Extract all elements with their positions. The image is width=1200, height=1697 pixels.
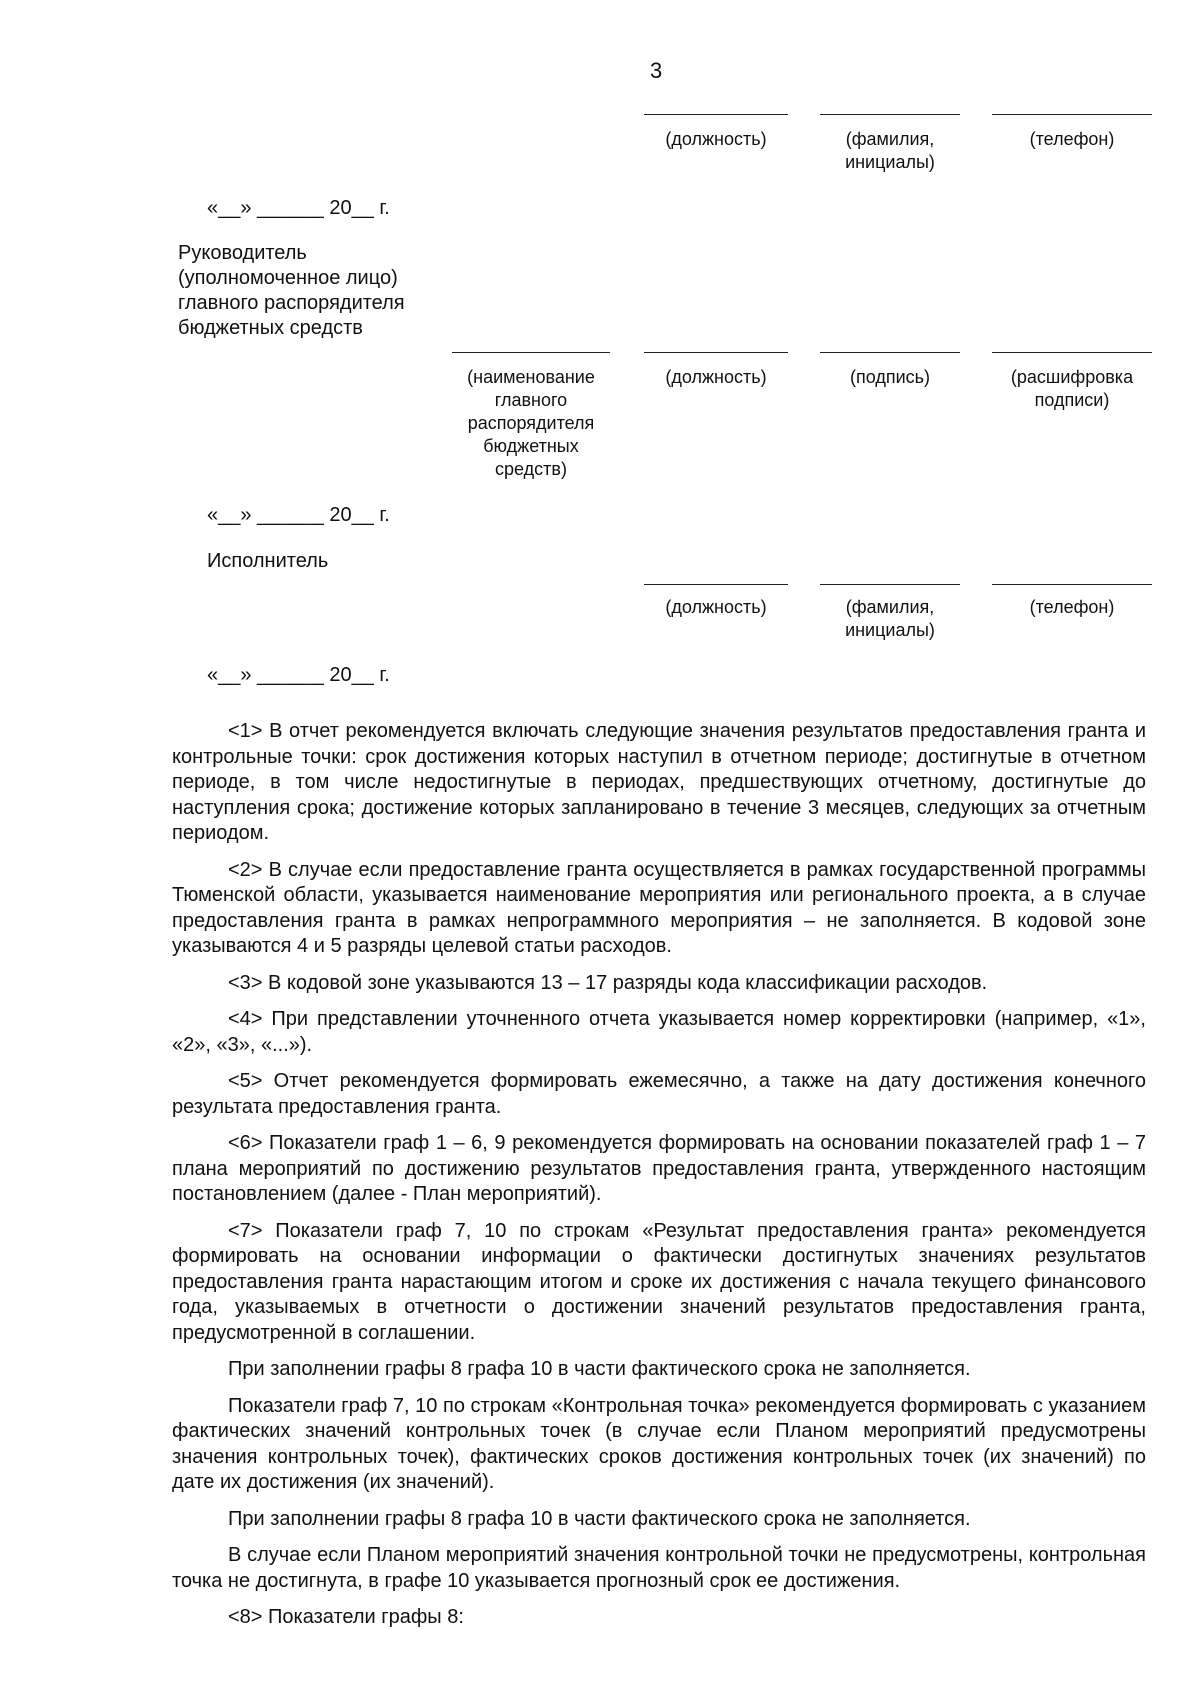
footnote-2: <2> В случае если предоставление гранта осуществляется в рамках государственной программы Тюменской области, указывается наименование мероприятия или регионального проекта, а в случае предоставления гранта в рамках непрограммного мероприятия – не заполняется. В кодовой зоне указываются 4 и 5 разряды целевой статьи расходов. [172,858,1146,957]
signature-line-signature [820,352,960,353]
caption-name-line1: (фамилия, [845,597,935,617]
caption-name-line2: инициалы) [845,620,935,640]
footnote-7-paragraph-4: При заполнении графы 8 графа 10 в части фактического срока не заполняется. [228,1507,971,1530]
caption-position: (должность) [665,597,767,617]
caption-name-line1: (фамилия, [845,129,935,149]
signature-line-decoding [992,352,1152,353]
footnote-7-paragraph-2: При заполнении графы 8 графа 10 в части фактического срока не заполняется. [228,1358,971,1380]
footnote-5: <5> Отчет рекомендуется формировать ежемесячно, а также на дату достижения конечного результата предоставления гранта. [172,1070,1146,1118]
footnote-8: <8> Показатели графы 8: [228,1606,464,1628]
signer-title-executor: Исполнитель [207,550,329,572]
footnote-3: <3> В кодовой зоне указываются 13 – 17 разряды кода классификации расходов. [228,971,988,994]
caption-name [820,128,960,174]
signature-line-position [644,352,788,353]
caption-phone: (телефон) [1029,597,1115,617]
signature-line-position [644,584,788,585]
signer-title-head: Руководитель (уполномоченное лицо) главного распорядителя бюджетных средств [178,242,405,339]
footnotes [172,719,1146,1631]
caption-name-line2: инициалы) [845,152,935,172]
signature-line-phone [992,114,1152,115]
date-line: «__» ______ 20__ г. [207,197,390,219]
signature-line-position [644,114,788,115]
date-line: «__» ______ 20__ г. [207,664,390,686]
signature-line-name [820,584,960,585]
footnote-6: <6> Показатели граф 1 – 6, 9 рекомендуется формировать на основании показателей граф 1 – 7 плана мероприятий по достижению результатов предоставления гранта, утвержденного настоящим постановлением (далее - План мероприятий). [172,1132,1146,1205]
footnote-7-paragraph-3: Показатели граф 7, 10 по строкам «Контрольная точка» рекомендуется формировать с указанием фактических значений контрольных точек (в случае если Планом мероприятий предусмотрены значения контрольных точек), фактических сроков достижения контрольных точек (их значений) по дате их достижения (их значений). [172,1394,1146,1493]
signature-line-organization [452,352,610,353]
footnote-7: <7> Показатели граф 7, 10 по строкам «Результат предоставления гранта» рекомендуется формировать на основании информации о фактически достигнутых значениях результатов предоставления гранта нарастающим итогом и сроке их достижения с начала текущего финансового года, указываемых в отчетности о достижении значений результатов предоставления гранта, предусмотренной в соглашении. [172,1219,1146,1344]
page-number: 3 [650,58,663,83]
caption-position: (должность) [665,129,767,149]
caption-signature: (подпись) [849,367,931,387]
footnote-1: <1> В отчет рекомендуется включать следующие значения результатов предоставления гранта и контрольные точки: срок достижения которых наступил в отчетном периоде; достигнутые в отчетном периоде, в том числе недостигнутые в периодах, предшествующих отчетному, достигнутые до наступления срока; достижение которых запланировано в течение 3 месяцев, следующих за отчетным периодом. [172,720,1146,844]
signature-line-phone [992,584,1152,585]
caption-phone: (телефон) [1029,129,1115,149]
caption-position: (должность) [665,367,767,387]
caption-organization: (наименование главного распорядителя бюджетных средств) [467,367,595,479]
footnote-4: <4> При представлении уточненного отчета указывается номер корректировки (например, «1», «2», «3», «...»). [172,1008,1146,1056]
date-line: «__» ______ 20__ г. [207,504,390,526]
signature-line-name [820,114,960,115]
footnote-7-paragraph-5: В случае если Планом мероприятий значения контрольной точки не предусмотрены, контрольная точка не достигнута, в графе 10 указывается прогнозный срок ее достижения. [172,1544,1146,1592]
caption-signature-decoding: (расшифровка подписи) [1010,367,1134,410]
caption-name [820,596,960,642]
